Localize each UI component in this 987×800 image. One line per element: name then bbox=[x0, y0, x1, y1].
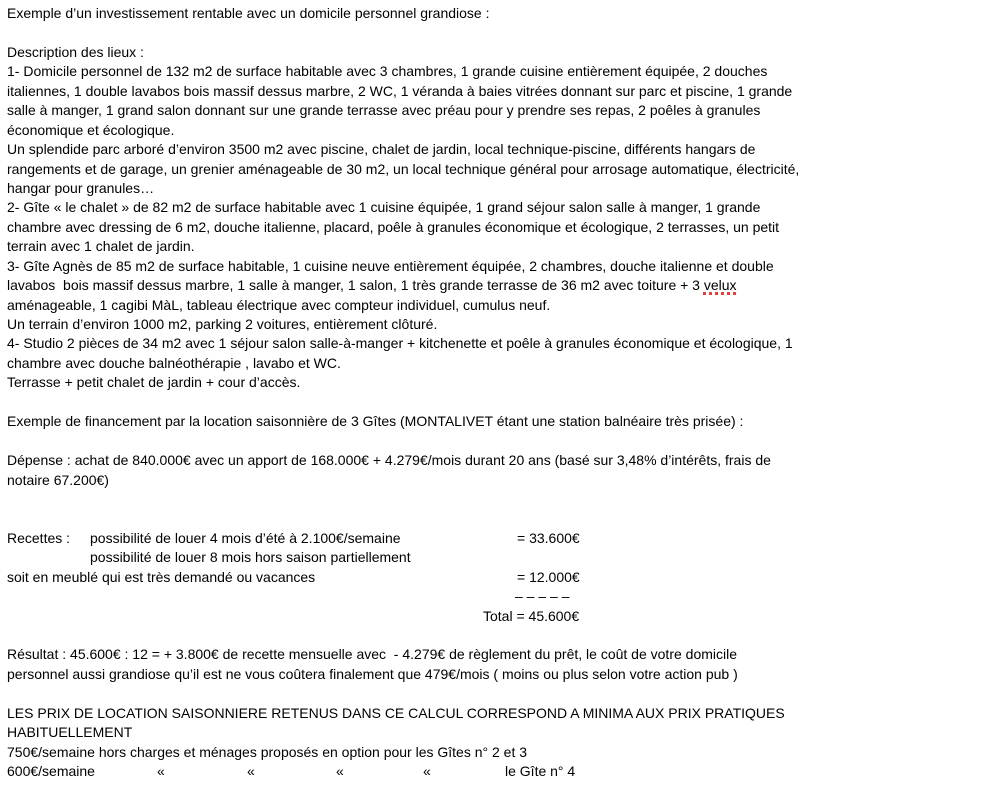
prix-600-line bbox=[0, 762, 987, 781]
text-line: Un splendide parc arboré d’environ 3500 m2 avec piscine, chalet de jardin, local technique-piscine, différents hangars de bbox=[7, 141, 756, 158]
blank-line bbox=[0, 684, 987, 703]
recettes-row2-text: possibilité de louer 8 mois hors saison partiellement bbox=[90, 549, 411, 566]
text-line: chambre avec douche balnéothérapie , lavabo et WC. bbox=[7, 354, 341, 371]
text-line-with-misspelling bbox=[0, 276, 987, 295]
recettes-row1-text: possibilité de louer 4 mois d’été à 2.100€/semaine bbox=[90, 529, 401, 546]
title-line: Exemple d’un investissement rentable avec un domicile personnel grandiose : bbox=[7, 5, 490, 21]
text-line: chambre avec dressing de 6 m2, douche italienne, placard, poêle à granules économique et écologique, 2 terrasses, un petit bbox=[7, 218, 780, 235]
recettes-row1-value: = 33.600€ bbox=[517, 529, 580, 546]
recettes-row-1 bbox=[0, 529, 987, 548]
resultat-line: personnel aussi grandiose qu’il est ne vous coûtera finalement que 479€/mois ( moins ou plus selon votre action pub ) bbox=[7, 665, 738, 682]
text-line: salle à manger, 1 grand salon donnant sur une grande terrasse avec préau pour y prendre ses repas, 2 poêles à granules bbox=[7, 102, 761, 119]
text-line: Terrasse + petit chalet de jardin + cour d’accès. bbox=[7, 374, 301, 391]
blank-line bbox=[0, 432, 987, 451]
prix-600-target: le Gîte n° 4 bbox=[505, 763, 576, 780]
text-line: 1- Domicile personnel de 132 m2 de surface habitable avec 3 chambres, 1 grande cuisine entièrement équipée, 2 douches bbox=[7, 63, 768, 80]
prix-600-label: 600€/semaine bbox=[7, 763, 95, 780]
text-line: 2- Gîte « le chalet » de 82 m2 de surface habitable avec 1 cuisine équipée, 1 grand séjour salon salle à manger, 1 grande bbox=[7, 199, 761, 216]
text-segment: lavabos bois massif dessus marbre, 1 salle à manger, 1 salon, 1 très grande terrasse de 36 m2 avec toiture + 3 bbox=[7, 277, 704, 294]
ditto-mark: « bbox=[336, 763, 344, 780]
depense-line: Dépense : achat de 840.000€ avec un apport de 168.000€ + 4.279€/mois durant 20 ans (basé sur 3,48% d’intérêts, frais de bbox=[7, 452, 771, 469]
ditto-mark: « bbox=[157, 763, 165, 780]
blank-line bbox=[0, 393, 987, 412]
misspelled-word-velux: velux bbox=[703, 277, 737, 294]
ditto-mark: « bbox=[247, 763, 255, 780]
recettes-separator-row bbox=[0, 587, 987, 606]
text-line: aménageable, 1 cagibi MàL, tableau électrique avec compteur individuel, cumulus neuf. bbox=[7, 296, 551, 313]
blank-line bbox=[0, 509, 987, 528]
text-line: rangements et de garage, un grenier aménageable de 30 m2, un local technique général pour arrosage automatique, électricité, bbox=[7, 160, 800, 177]
text-line: 4- Studio 2 pièces de 34 m2 avec 1 séjour salon salle-à-manger + kitchenette et poêle à granules économique et écologique, 1 bbox=[7, 335, 793, 352]
recettes-row3-text: soit en meublé qui est très demandé ou vacances bbox=[7, 568, 316, 585]
recettes-row3-value: = 12.000€ bbox=[517, 568, 580, 585]
recettes-total-row bbox=[0, 607, 987, 626]
resultat-line: Résultat : 45.600€ : 12 = + 3.800€ de recette mensuelle avec - 4.279€ de règlement du prêt, le coût de votre domicile bbox=[7, 646, 738, 663]
ditto-mark: « bbox=[423, 763, 431, 780]
blank-line bbox=[0, 490, 987, 509]
recettes-row-2 bbox=[0, 548, 987, 567]
text-line: 3- Gîte Agnès de 85 m2 de surface habitable, 1 cuisine neuve entièrement équipée, 2 chambres, douche italienne et double bbox=[7, 257, 774, 274]
text-line: terrain avec 1 chalet de jardin. bbox=[7, 238, 195, 255]
prix-heading-line: HABITUELLEMENT bbox=[7, 724, 133, 741]
text-line: Un terrain d’environ 1000 m2, parking 2 voitures, entièrement clôturé. bbox=[7, 316, 438, 332]
prix-750-line: 750€/semaine hors charges et ménages proposés en option pour les Gîtes n° 2 et 3 bbox=[7, 743, 528, 760]
prix-heading-line: LES PRIX DE LOCATION SAISONNIERE RETENUS DANS CE CALCUL CORRESPOND A MINIMA AUX PRIX PRATIQUES bbox=[7, 704, 785, 721]
text-line: italiennes, 1 double lavabos bois massif dessus marbre, 2 WC, 1 véranda à baies vitrées donnant sur parc et piscine, 1 grande bbox=[7, 82, 793, 99]
depense-line: notaire 67.200€) bbox=[7, 471, 109, 488]
recettes-label: Recettes : bbox=[7, 529, 71, 546]
blank-line bbox=[0, 626, 987, 645]
recettes-row-3 bbox=[0, 568, 987, 587]
financement-line: Exemple de financement par la location saisonnière de 3 Gîtes (MONTALIVET étant une station balnéaire très prisée) : bbox=[7, 413, 744, 430]
text-line: économique et écologique. bbox=[7, 121, 175, 138]
description-heading: Description des lieux : bbox=[7, 43, 144, 60]
sum-separator-dashes: – – – – – bbox=[515, 588, 570, 605]
recettes-total: Total = 45.600€ bbox=[483, 607, 580, 624]
text-line: hangar pour granules… bbox=[7, 179, 155, 196]
blank-line bbox=[0, 23, 987, 42]
